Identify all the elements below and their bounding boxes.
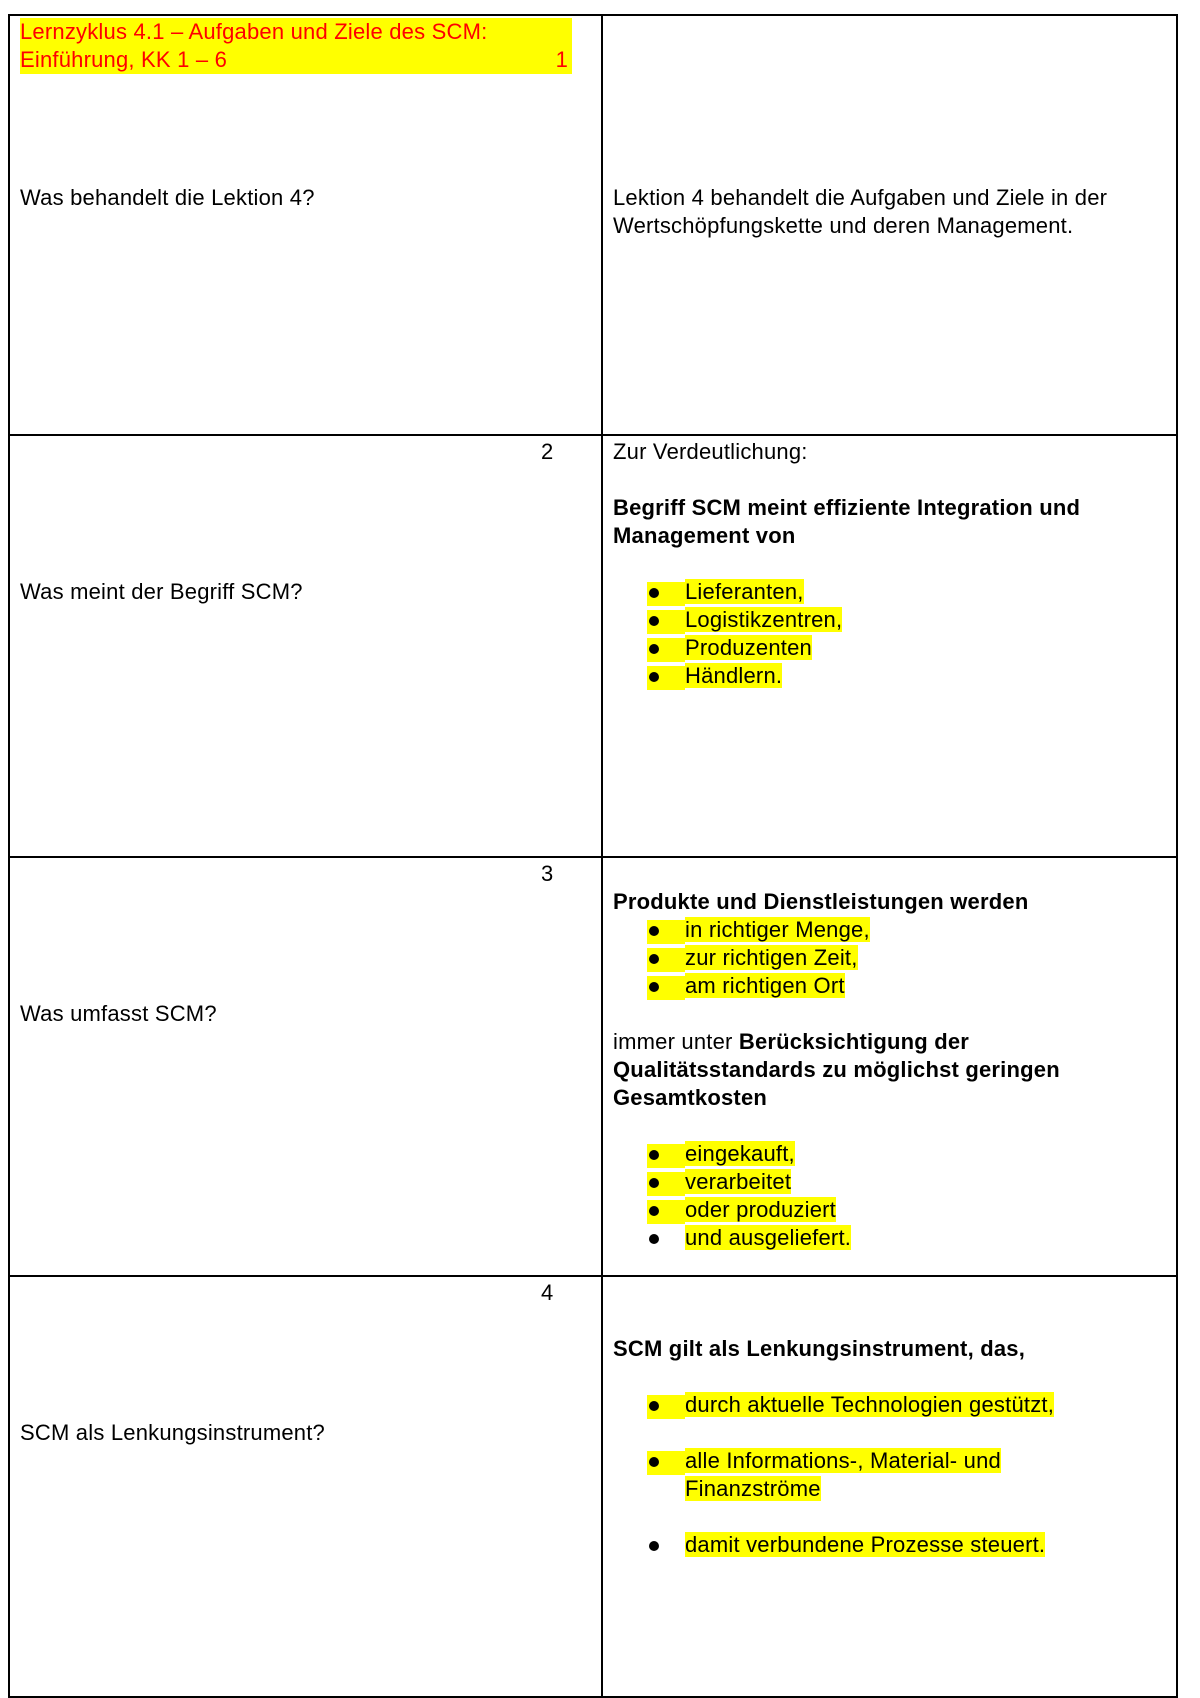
list-item: am richtigen Ort — [613, 972, 1156, 1000]
answer-heading-3: Produkte und Dienstleistungen werden — [613, 889, 1029, 914]
question-text-1: Was behandelt die Lektion 4? — [20, 185, 315, 210]
list-item: in richtiger Menge, — [613, 916, 1156, 944]
answer-block-2 — [613, 438, 1156, 690]
header-subtitle: Einführung, KK 1 – 6 — [20, 47, 228, 72]
card-number-2: 2 — [541, 439, 554, 464]
answer-cell-3 — [602, 857, 1177, 1276]
card-number-4: 4 — [541, 1280, 554, 1305]
question-cell-2 — [9, 435, 602, 857]
list-item: eingekauft, — [613, 1140, 1156, 1168]
list-item: alle Informations-, Material- und Finanzströme — [613, 1447, 1045, 1503]
header-line-1: Lernzyklus 4.1 – Aufgaben und Ziele des SCM: — [20, 18, 572, 46]
list-item: oder produziert — [613, 1196, 1156, 1224]
answer-text-1: Lektion 4 behandelt die Aufgaben und Ziele in der Wertschöpfungskette und deren Management. — [613, 185, 1108, 238]
card-row-3 — [9, 857, 1177, 1276]
question-text-4: SCM als Lenkungsinstrument? — [20, 1420, 325, 1445]
question-text-2: Was meint der Begriff SCM? — [20, 579, 303, 604]
card-number-3: 3 — [541, 861, 554, 886]
answer-heading-4: SCM gilt als Lenkungsinstrument, das, — [613, 1336, 1026, 1361]
question-cell-4 — [9, 1276, 602, 1697]
bullet-list-4 — [613, 1391, 1156, 1559]
lesson-header — [20, 18, 572, 74]
bullet-list-3a — [613, 916, 1156, 1000]
flashcard-table — [8, 14, 1178, 1698]
answer-heading-2: Begriff SCM meint effiziente Integration und Management von — [613, 495, 1081, 548]
answer-block-4 — [613, 1335, 1156, 1559]
answer-cell-4 — [602, 1276, 1177, 1697]
answer-intro-2: Zur Verdeutlichung: — [613, 439, 808, 464]
list-item: und ausgeliefert. — [613, 1224, 1156, 1252]
list-item: Händlern. — [613, 662, 1156, 690]
card-row-1 — [9, 15, 1177, 435]
question-cell-3 — [9, 857, 602, 1276]
list-item: Lieferanten, — [613, 578, 1156, 606]
list-item: durch aktuelle Technologien gestützt, — [613, 1391, 1156, 1419]
bullet-list-3b — [613, 1140, 1156, 1252]
question-text-3: Was umfasst SCM? — [20, 1001, 217, 1026]
list-item: verarbeitet — [613, 1168, 1156, 1196]
answer-cell-2 — [602, 435, 1177, 857]
list-item: Produzenten — [613, 634, 1156, 662]
card-row-4 — [9, 1276, 1177, 1697]
list-item: Logistikzentren, — [613, 606, 1156, 634]
header-line-2 — [20, 46, 572, 74]
card-row-2 — [9, 435, 1177, 857]
condition-bold: Berücksichtigung der Qualitätsstandards zu möglichst geringen Gesamtkosten — [613, 1029, 1060, 1110]
question-cell-1 — [9, 15, 602, 435]
answer-condition-3 — [613, 1028, 1113, 1112]
bullet-list-2 — [613, 578, 1156, 690]
list-item: zur richtigen Zeit, — [613, 944, 1156, 972]
card-number-1: 1 — [555, 47, 568, 72]
condition-prefix: immer unter — [613, 1029, 739, 1054]
answer-block-3 — [613, 888, 1156, 1252]
list-item: damit verbundene Prozesse steuert. — [613, 1531, 1156, 1559]
answer-cell-1 — [602, 15, 1177, 435]
